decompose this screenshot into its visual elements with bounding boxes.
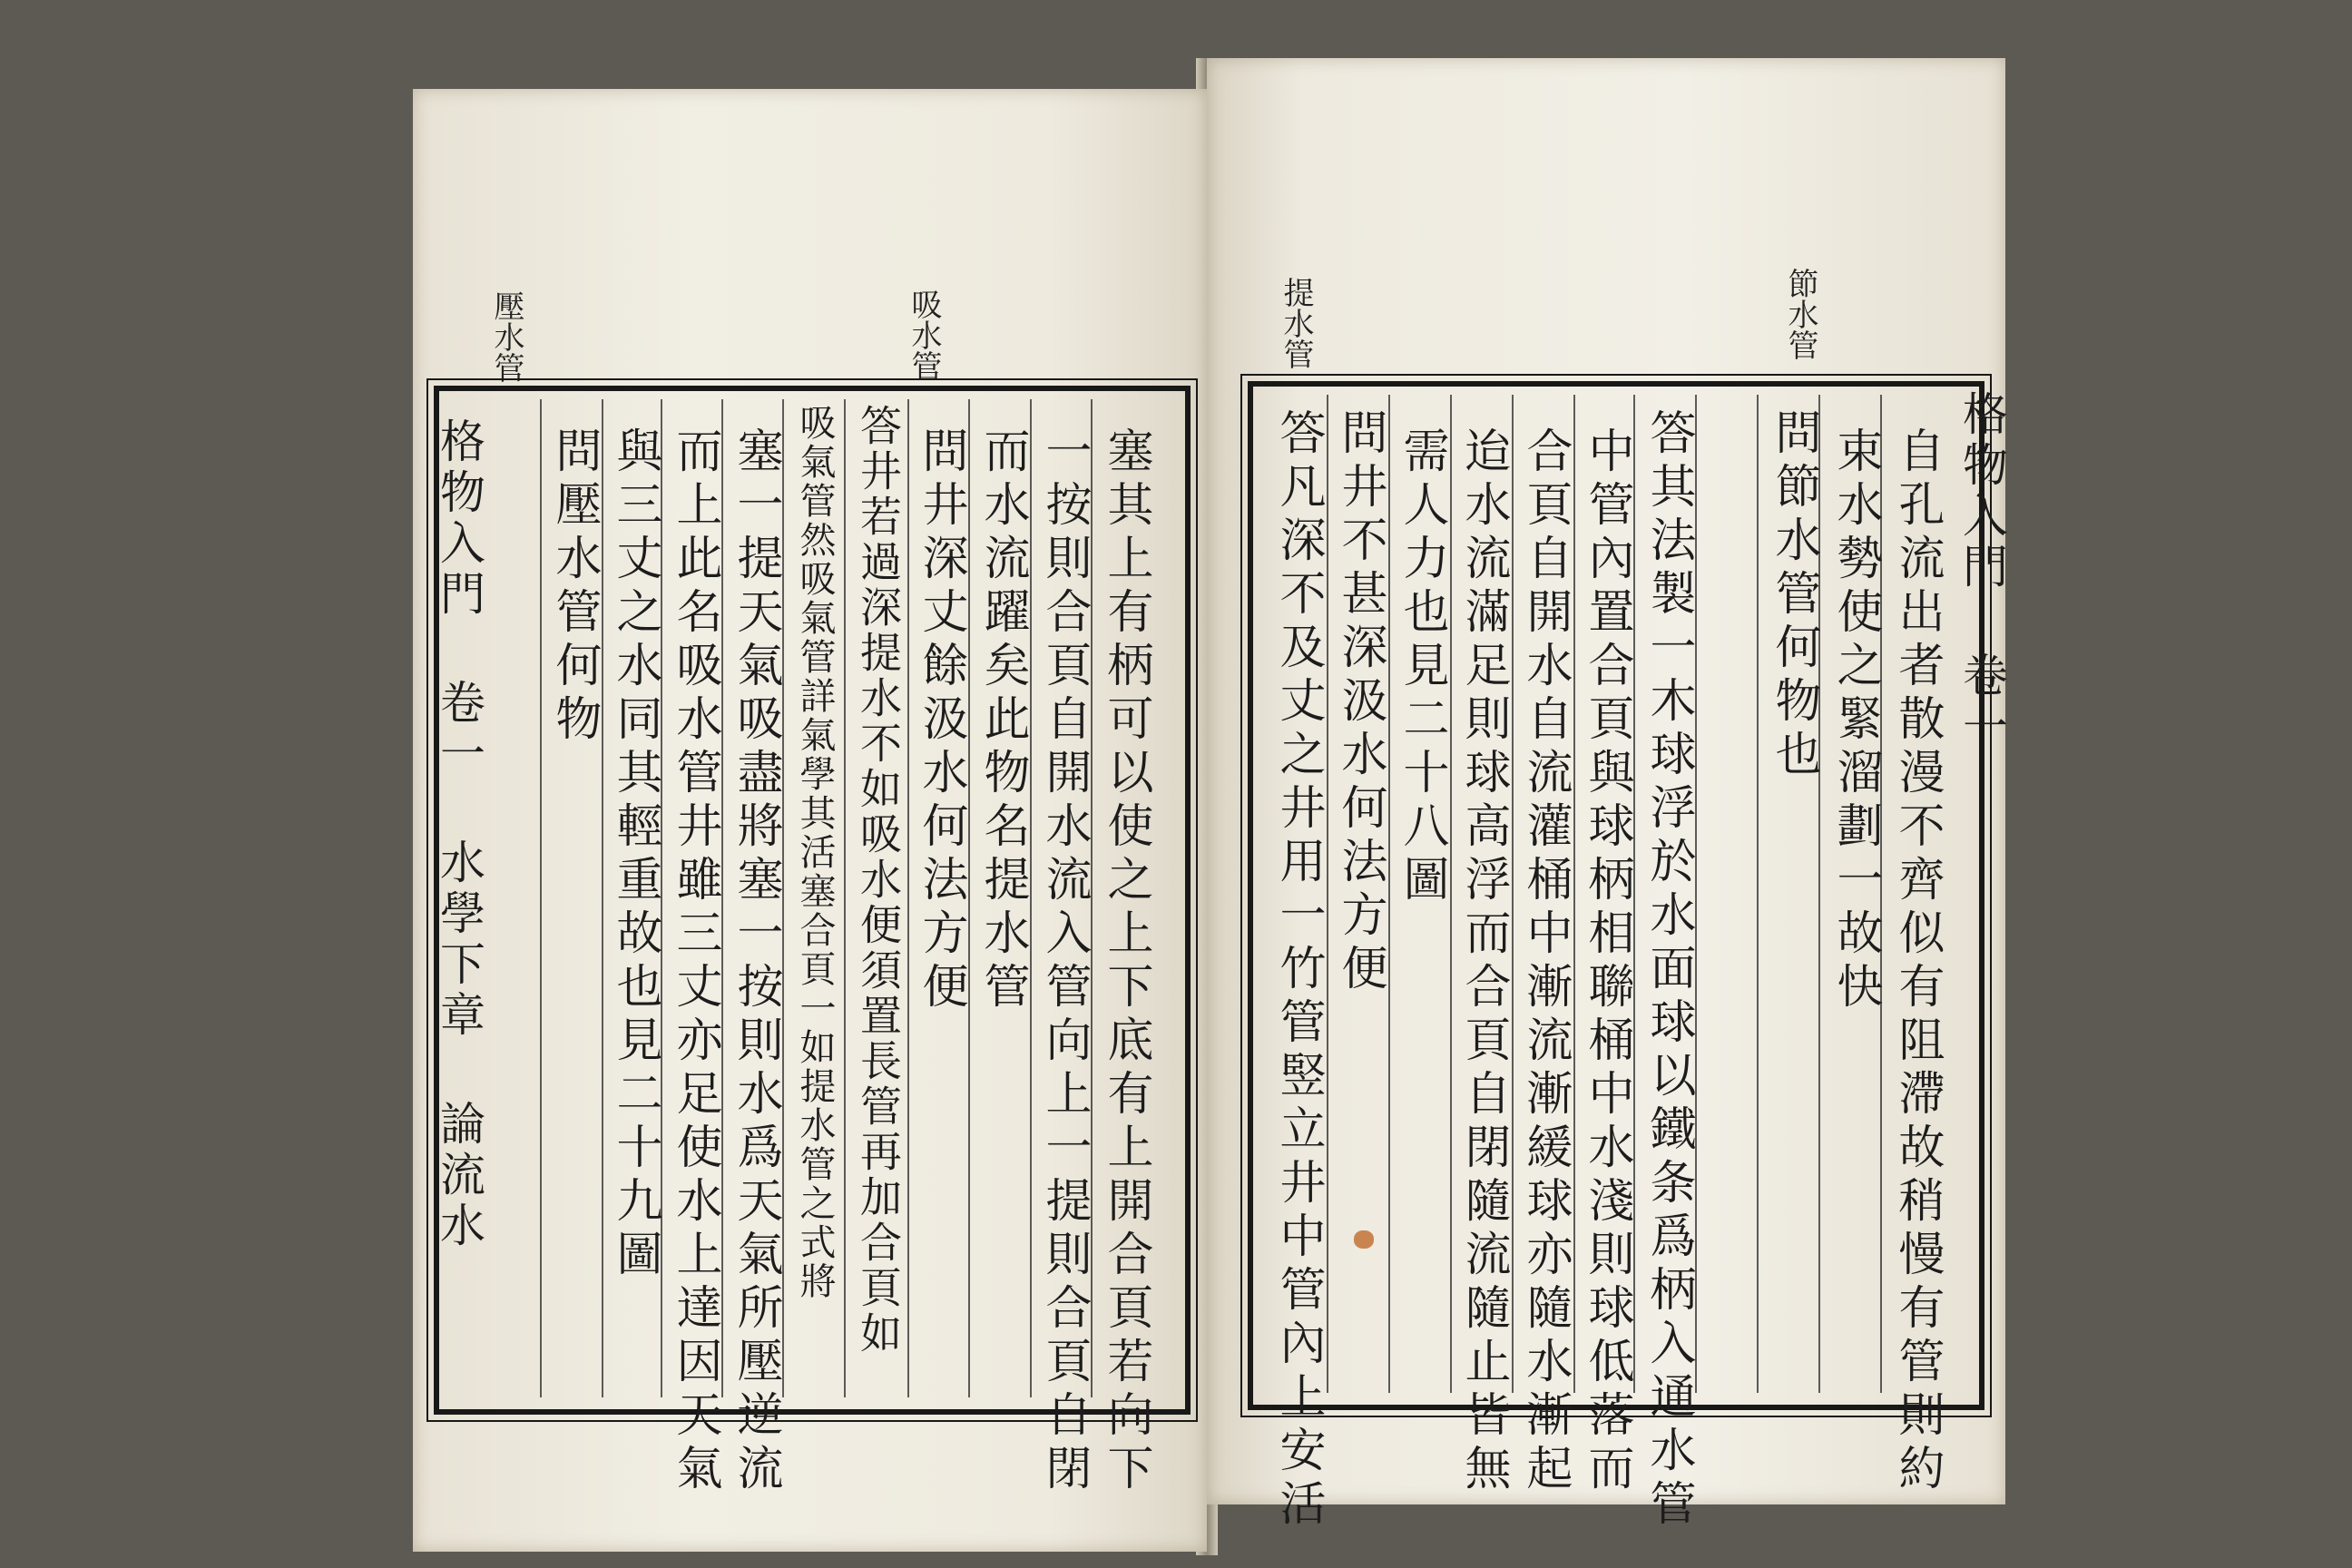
right-col-rule [1512,395,1514,1393]
left-text-column: 問井深丈餘汲水何法方便 [914,426,967,1015]
left-col-rule [907,399,909,1397]
left-text-column: 塞一提天氣吸盡將塞一按則水爲天氣所壓逆流 [729,426,782,1497]
right-col-rule [1573,395,1575,1393]
left-text-column: 而水流躍矣此物名提水管 [975,426,1029,1015]
right-text-column: 自孔流出者散漫不齊似有阻滯故稍慢有管則約 [1890,426,1944,1497]
left-text-column: 吸氣管然吸氣管詳氣學其活塞合頁一如提水管之式將 [794,404,836,1301]
right-heading-lift-pipe: 提水管 [1278,277,1314,369]
right-col-rule [1450,395,1452,1393]
right-text-column: 中管內置合頁與球柄相聯桶中水淺則球低落而 [1580,426,1633,1497]
right-text-column: 合頁自開水自流灌桶中漸流漸緩球亦隨水漸起 [1518,426,1572,1497]
left-heading-pressure-pipe: 壓水管 [488,290,524,383]
right-text-column: 問節水管何物也 [1767,408,1820,783]
left-text-column: 而上此名吸水管井雖三丈亦足使水上達因天氣 [668,426,721,1497]
left-text-column: 答井若過深提水不如吸水便須置長管再加合頁如 [854,404,903,1357]
right-col-rule [1388,395,1390,1393]
right-text-column: 答其法製一木球浮於水面球以鐵条爲柄入通水管 [1642,408,1695,1533]
left-col-rule [540,399,542,1397]
right-text-column: 需人力也見二十八圖 [1395,426,1448,908]
right-text-column: 迨水流滿足則球高浮而合頁自閉隨流隨止皆無 [1456,426,1510,1497]
right-side-label: 格物入門 卷一 [1955,390,2008,753]
ink-stain [1354,1230,1374,1249]
right-col-rule [1757,395,1759,1393]
right-heading-control-pipe: 節水管 [1782,268,1818,360]
left-text-column: 一按則合頁自開水流入管向上一提則合頁自閉 [1037,426,1091,1497]
right-col-rule [1327,395,1328,1393]
left-col-rule [844,399,846,1397]
right-text-column: 束水勢使之緊溜劃一故快 [1828,426,1882,1015]
left-text-column: 問壓水管何物 [547,426,601,748]
right-text-column: 問井不甚深汲水何法方便 [1333,408,1387,997]
left-heading-suction-pipe: 吸水管 [906,289,942,381]
left-text-column: 塞其上有柄可以使之上下底有上開合頁若向下 [1099,426,1152,1497]
left-text-column: 與三丈之水同其輕重故也見二十九圖 [608,426,662,1283]
right-text-column: 答凡深不及丈之井用一竹管竪立井中管內上安活 [1271,408,1325,1533]
left-side-label: 格物入門 卷一 水學下章 論流水 [433,417,485,1252]
